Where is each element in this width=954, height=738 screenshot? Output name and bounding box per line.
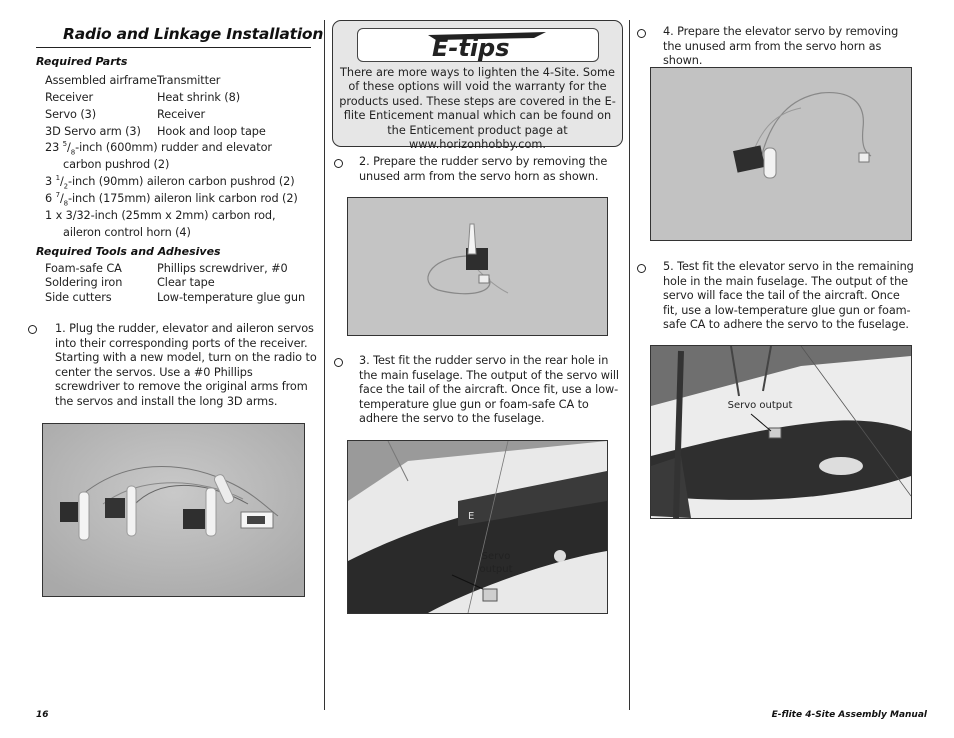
section-title: Radio and Linkage Installation (63, 25, 324, 43)
photo-rudder-servo (347, 197, 608, 336)
column-divider-left (324, 20, 325, 710)
step1-text: 1. Plug the rudder, elevator and aileron servos into their corresponding ports of the receiver. Starting with a new model, turn on the radio to center the servos. Use a #0 Phillips screwdriver to remove the original arms from the servos and install the long 3D arms. (55, 322, 317, 408)
svg-text:E-tips: E-tips (432, 34, 510, 61)
elevator-fuselage-image (651, 346, 911, 518)
step1-checkbox[interactable] (28, 325, 37, 334)
step2-checkbox[interactable] (334, 159, 343, 168)
etips-text: There are more ways to lighten the 4-Site. Some of these options will void the warranty for the products used. These steps are covered in the E-flite Enticement manual which can be found on the Enticement product page at www.horizonhobby.com. (339, 66, 616, 152)
page-number: 16 (36, 710, 49, 720)
column-divider-right (629, 20, 630, 710)
part-item-pushrod: 23 $^5/_8$-inch (600mm) rudder and elevator (45, 140, 272, 157)
photo-elevator-servo-fit (650, 345, 912, 519)
part-item: Hook and loop tape (157, 125, 266, 138)
step3-text: 3. Test fit the rudder servo in the rear hole in the main fuselage. The output of the servo will face the tail of the aircraft. Once fit, use a low-temperature glue gun or foam-safe CA to adhere the servo to the fuselage. (359, 354, 619, 426)
tool-item: Soldering iron (45, 276, 123, 289)
tool-item: Phillips screwdriver, #0 (157, 262, 288, 275)
elevator-servo-image (651, 68, 911, 240)
step5-checkbox[interactable] (637, 264, 646, 273)
tool-item: Foam-safe CA (45, 262, 122, 275)
rudder-fuselage-image (348, 441, 607, 613)
etips-callout (332, 20, 623, 152)
parts-row (45, 74, 157, 89)
rudder-servo-image (348, 198, 607, 335)
part-item-link-rod: 6 $^7/_8$-inch (175mm) aileron link carbon rod (2) (45, 191, 298, 208)
part-item: Heat shrink (8) (157, 91, 241, 104)
step4-checkbox[interactable] (637, 29, 646, 38)
parts-row (45, 91, 93, 106)
parts-row (157, 91, 240, 106)
required-parts-heading: Required Parts (36, 55, 128, 68)
step3-checkbox[interactable] (334, 358, 343, 367)
part-item: 3D Servo arm (3) (45, 125, 141, 138)
parts-row (157, 74, 220, 89)
etips-logo-box (357, 28, 599, 62)
part-item: Assembled airframe (45, 74, 157, 87)
step5-text: 5. Test fit the elevator servo in the remaining hole in the main fuselage. The output of the servo will face the tail of the aircraft. Once fit, use a low-temperature glue gun or foam-safe CA to adhere the servo to the fuselage. (663, 260, 914, 332)
photo-rudder-servo-fit (347, 440, 608, 614)
parts-row (157, 108, 205, 123)
parts-row (45, 125, 141, 140)
etips-logo (358, 29, 598, 61)
required-tools-heading: Required Tools and Adhesives (36, 245, 221, 258)
tool-item: Clear tape (157, 276, 215, 289)
step4-text: 4. Prepare the elevator servo by removing the unused arm from the servo horn as shown. (663, 25, 899, 68)
step2-text: 2. Prepare the rudder servo by removing the unused arm from the servo horn as shown. (359, 155, 608, 183)
part-item: Transmitter (157, 74, 221, 87)
part-item-aileron-pushrod: 3 $^1/_2$-inch (90mm) aileron carbon pushrod (2) (45, 174, 295, 191)
part-item: Receiver (157, 108, 206, 121)
manual-title: E-flite 4-Site Assembly Manual (771, 710, 927, 720)
parts-row (45, 108, 96, 123)
part-item-carbon-rod: 1 x 3/32-inch (25mm x 2mm) carbon rod, (45, 209, 276, 222)
part-item: Servo (3) (45, 108, 97, 121)
part-item-pushrod-cont: carbon pushrod (2) (63, 158, 170, 171)
tool-item: Low-temperature glue gun (157, 291, 306, 304)
part-item: Receiver (45, 91, 94, 104)
part-item-carbon-rod-cont: aileron control horn (4) (63, 226, 191, 239)
servo-output-label: Servo output (727, 400, 793, 411)
photo-elevator-servo (650, 67, 912, 241)
servos-receiver-image (43, 424, 304, 596)
servo-output-label: output (479, 564, 513, 575)
title-rule (36, 47, 311, 48)
svg-text:E: E (468, 511, 475, 522)
servo-output-label: Servo (481, 551, 511, 562)
tool-item: Side cutters (45, 291, 112, 304)
photo-servos-receiver (42, 423, 305, 597)
parts-row (157, 125, 266, 140)
